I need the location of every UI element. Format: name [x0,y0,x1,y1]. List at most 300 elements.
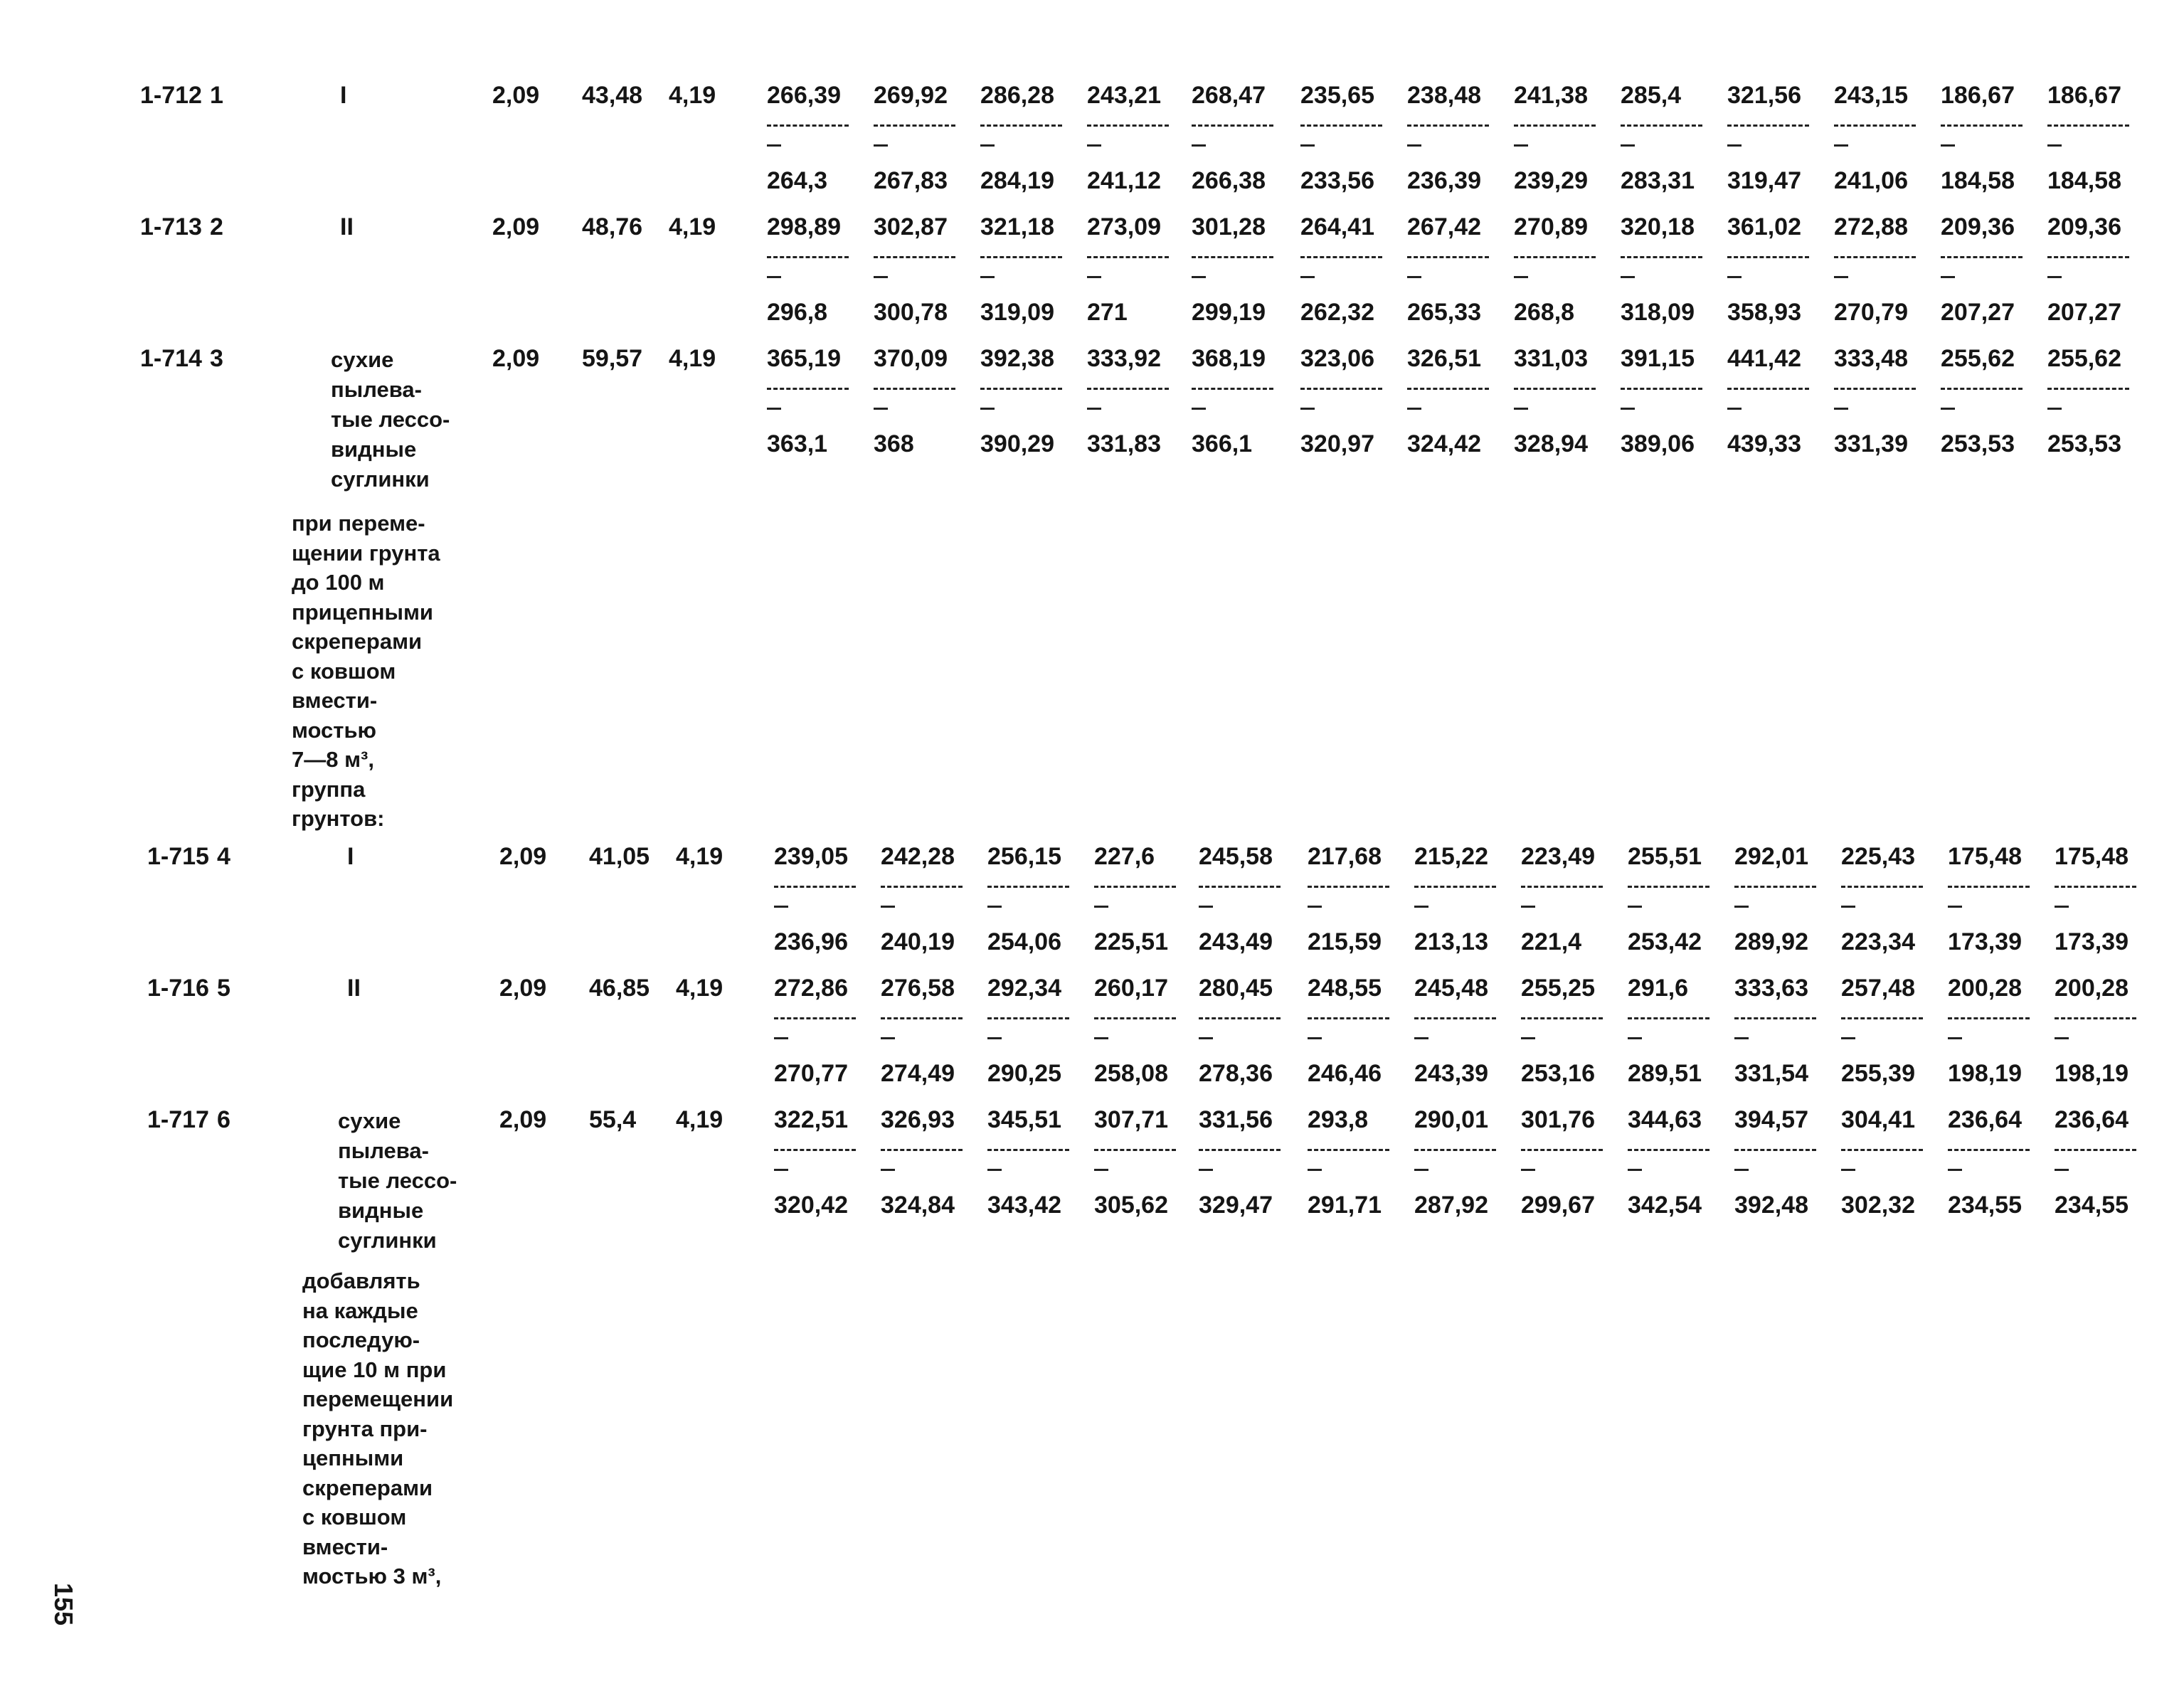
coef-3: 4,19 [676,1106,723,1133]
value-top: 333,63 [1734,975,1808,1002]
fraction-dash [1941,276,1955,278]
fraction-dash [1621,144,1635,147]
fraction-cell [1834,213,1919,334]
coef-2: 41,05 [589,843,650,870]
value-bottom: 225,51 [1094,928,1168,955]
section-note: добавлять на каждые последую- щие 10 м при перемещении грунта при- цепными скреперами с ковшом вмести- мостью 3 м³, [302,1268,454,1589]
value-bottom: 319,47 [1727,167,1801,194]
fraction-cell [2055,843,2140,964]
fraction-line [1199,1017,1281,1019]
fraction-line [881,886,963,888]
soil-group: сухие пылева- тые лессо- видные суглинки [331,347,450,492]
fraction-line [1841,886,1923,888]
fraction-cell [1941,345,2026,466]
value-top: 225,43 [1841,843,1915,870]
value-top: 307,71 [1094,1106,1168,1133]
fraction-cell [1621,213,1706,334]
value-top: 256,15 [987,843,1061,870]
coef-1: 2,09 [499,975,547,1002]
value-top: 255,25 [1521,975,1595,1002]
value-bottom: 184,58 [2047,167,2121,194]
fraction-line [1192,124,1273,127]
value-top: 298,89 [767,213,841,240]
fraction-cell [980,213,1066,334]
fraction-line [1734,1149,1816,1151]
fraction-cell [774,1106,859,1227]
value-top: 323,06 [1300,345,1374,372]
value-bottom: 320,42 [774,1192,848,1219]
fraction-line [2047,124,2129,127]
fraction-line [987,1149,1069,1151]
fraction-line [1407,256,1489,258]
fraction-line [1834,388,1916,390]
soil-group: I [340,82,347,109]
fraction-dash [1514,144,1528,147]
fraction-line [1414,886,1496,888]
value-bottom: 184,58 [1941,167,2015,194]
soil-group: сухие пылева- тые лессо- видные суглинки [338,1108,457,1253]
value-bottom: 253,53 [1941,430,2015,457]
value-bottom: 287,92 [1414,1192,1488,1219]
value-bottom: 240,19 [881,928,955,955]
fraction-line [2047,388,2129,390]
fraction-dash [881,1037,895,1039]
fraction-cell [874,82,959,203]
fraction-dash [980,144,995,147]
fraction-line [1834,256,1916,258]
value-top: 241,38 [1514,82,1588,109]
value-top: 255,62 [1941,345,2015,372]
fraction-line [2055,1017,2136,1019]
fraction-dash [987,1037,1002,1039]
fraction-cell [987,975,1073,1096]
value-top: 266,39 [767,82,841,109]
value-bottom: 246,46 [1308,1060,1382,1087]
fraction-dash [1841,906,1855,908]
value-bottom: 283,31 [1621,167,1695,194]
value-top: 186,67 [2047,82,2121,109]
value-bottom: 439,33 [1727,430,1801,457]
fraction-line [2055,1149,2136,1151]
coef-1: 2,09 [492,82,540,109]
fraction-cell [2047,213,2133,334]
value-bottom: 207,27 [2047,299,2121,326]
fraction-line [2047,256,2129,258]
coef-1: 2,09 [499,843,547,870]
fraction-dash [1834,408,1848,410]
value-top: 209,36 [1941,213,2015,240]
fraction-dash [774,1169,788,1171]
fraction-line [767,124,849,127]
coef-2: 59,57 [582,345,643,372]
fraction-cell [1414,843,1500,964]
value-top: 243,21 [1087,82,1161,109]
fraction-cell [1414,975,1500,1096]
fraction-line [1308,1017,1389,1019]
fraction-dash [1521,906,1535,908]
fraction-cell [1521,975,1606,1096]
fraction-cell [1087,345,1172,466]
fraction-dash [1621,276,1635,278]
value-top: 304,41 [1841,1106,1915,1133]
value-bottom: 253,42 [1628,928,1702,955]
fraction-line [774,886,856,888]
fraction-cell [774,843,859,964]
value-bottom: 234,55 [1948,1192,2022,1219]
coef-2: 46,85 [589,975,650,1002]
value-top: 333,48 [1834,345,1908,372]
fraction-cell [1628,975,1713,1096]
row-code: 1-714 [140,345,202,372]
value-bottom: 302,32 [1841,1192,1915,1219]
fraction-line [1094,1017,1176,1019]
fraction-line [1094,1149,1176,1151]
value-top: 293,8 [1308,1106,1369,1133]
fraction-cell [1841,1106,1926,1227]
fraction-dash [1734,1037,1749,1039]
value-bottom: 221,4 [1521,928,1582,955]
fraction-cell [1521,843,1606,964]
value-top: 269,92 [874,82,948,109]
fraction-cell [874,213,959,334]
value-top: 200,28 [1948,975,2022,1002]
value-top: 217,68 [1308,843,1382,870]
fraction-dash [1199,1169,1213,1171]
fraction-line [1192,388,1273,390]
row-number: 1 [210,82,223,109]
value-bottom: 213,13 [1414,928,1488,955]
coef-3: 4,19 [669,345,716,372]
fraction-cell [881,975,966,1096]
fraction-line [1727,388,1809,390]
value-top: 333,92 [1087,345,1161,372]
fraction-dash [1308,1037,1322,1039]
value-bottom: 366,1 [1192,430,1253,457]
coef-3: 4,19 [676,843,723,870]
fraction-cell [767,82,852,203]
fraction-dash [1192,276,1206,278]
fraction-cell [1948,1106,2033,1227]
value-top: 267,42 [1407,213,1481,240]
value-bottom: 253,16 [1521,1060,1595,1087]
fraction-line [1521,1149,1603,1151]
fraction-cell [1734,975,1820,1096]
fraction-dash [1628,1037,1642,1039]
fraction-dash [1300,276,1315,278]
fraction-line [980,124,1062,127]
fraction-line [1841,1017,1923,1019]
fraction-cell [1628,843,1713,964]
value-bottom: 296,8 [767,299,828,326]
fraction-line [874,256,955,258]
value-top: 345,51 [987,1106,1061,1133]
value-top: 273,09 [1087,213,1161,240]
value-bottom: 253,53 [2047,430,2121,457]
value-bottom: 289,92 [1734,928,1808,955]
fraction-line [1300,124,1382,127]
coef-1: 2,09 [492,345,540,372]
fraction-dash [2055,1037,2069,1039]
fraction-dash [1087,408,1101,410]
row-code: 1-713 [140,213,202,240]
row-number: 2 [210,213,223,240]
fraction-line [767,388,849,390]
fraction-cell [1727,82,1813,203]
value-top: 301,76 [1521,1106,1595,1133]
fraction-line [1414,1017,1496,1019]
fraction-line [987,886,1069,888]
value-top: 392,38 [980,345,1054,372]
fraction-line [1407,124,1489,127]
value-bottom: 324,84 [881,1192,955,1219]
fraction-cell [1734,1106,1820,1227]
fraction-dash [1199,1037,1213,1039]
value-top: 236,64 [1948,1106,2022,1133]
value-top: 248,55 [1308,975,1382,1002]
fraction-line [1621,388,1702,390]
fraction-cell [1199,975,1284,1096]
row-number: 4 [217,843,230,870]
fraction-cell [1514,82,1599,203]
fraction-line [1834,124,1916,127]
value-top: 209,36 [2047,213,2121,240]
fraction-cell [1628,1106,1713,1227]
value-top: 243,15 [1834,82,1908,109]
coef-3: 4,19 [676,975,723,1002]
fraction-cell [1407,345,1493,466]
fraction-cell [767,345,852,466]
value-top: 344,63 [1628,1106,1702,1133]
fraction-line [767,256,849,258]
fraction-line [1734,1017,1816,1019]
fraction-line [1621,124,1702,127]
fraction-dash [1199,906,1213,908]
fraction-cell [2055,975,2140,1096]
fraction-line [1621,256,1702,258]
fraction-cell [2047,345,2133,466]
fraction-dash [874,408,888,410]
fraction-cell [1308,1106,1393,1227]
fraction-cell [774,975,859,1096]
fraction-dash [1841,1169,1855,1171]
value-bottom: 319,09 [980,299,1054,326]
value-bottom: 243,49 [1199,928,1273,955]
value-top: 331,03 [1514,345,1588,372]
fraction-line [1941,256,2023,258]
fraction-cell [1192,82,1277,203]
value-bottom: 342,54 [1628,1192,1702,1219]
fraction-line [1734,886,1816,888]
value-bottom: 299,19 [1192,299,1266,326]
fraction-cell [1841,843,1926,964]
value-top: 268,47 [1192,82,1266,109]
value-top: 292,34 [987,975,1061,1002]
fraction-line [1727,124,1809,127]
value-top: 285,4 [1621,82,1682,109]
fraction-cell [987,843,1073,964]
value-bottom: 343,42 [987,1192,1061,1219]
value-top: 302,87 [874,213,948,240]
value-bottom: 173,39 [1948,928,2022,955]
value-top: 272,86 [774,975,848,1002]
value-bottom: 264,3 [767,167,828,194]
fraction-dash [2047,408,2062,410]
page-number: 155 [49,1583,78,1626]
value-top: 441,42 [1727,345,1801,372]
value-top: 264,41 [1300,213,1374,240]
fraction-cell [1300,82,1386,203]
fraction-dash [987,906,1002,908]
fraction-cell [1514,345,1599,466]
fraction-dash [1300,144,1315,147]
fraction-dash [1628,906,1642,908]
coef-2: 48,76 [582,213,643,240]
value-top: 215,22 [1414,843,1488,870]
fraction-dash [1094,1037,1108,1039]
value-top: 245,58 [1199,843,1273,870]
fraction-dash [1727,276,1742,278]
fraction-line [1948,886,2030,888]
value-top: 276,58 [881,975,955,1002]
fraction-dash [1192,408,1206,410]
fraction-dash [1521,1169,1535,1171]
coef-1: 2,09 [499,1106,547,1133]
value-top: 331,56 [1199,1106,1273,1133]
fraction-cell [1407,82,1493,203]
fraction-dash [1192,144,1206,147]
fraction-dash [1727,144,1742,147]
fraction-dash [1094,1169,1108,1171]
fraction-dash [980,408,995,410]
fraction-cell [1087,82,1172,203]
value-top: 301,28 [1192,213,1266,240]
fraction-dash [874,276,888,278]
value-top: 361,02 [1727,213,1801,240]
value-bottom: 290,25 [987,1060,1061,1087]
fraction-cell [1094,1106,1180,1227]
value-bottom: 223,34 [1841,928,1915,955]
fraction-dash [2047,276,2062,278]
value-bottom: 215,59 [1308,928,1382,955]
value-top: 238,48 [1407,82,1481,109]
value-bottom: 300,78 [874,299,948,326]
fraction-line [1514,256,1596,258]
fraction-dash [1941,408,1955,410]
fraction-dash [980,276,995,278]
fraction-cell [874,345,959,466]
fraction-line [1192,256,1273,258]
value-bottom: 331,39 [1834,430,1908,457]
fraction-cell [2055,1106,2140,1227]
value-bottom: 289,51 [1628,1060,1702,1087]
value-bottom: 198,19 [2055,1060,2129,1087]
fraction-cell [1621,345,1706,466]
fraction-dash [1941,144,1955,147]
value-bottom: 324,42 [1407,430,1481,457]
fraction-cell [980,82,1066,203]
row-code: 1-712 [140,82,202,109]
fraction-line [1841,1149,1923,1151]
fraction-cell [1087,213,1172,334]
coef-2: 55,4 [589,1106,637,1133]
fraction-dash [1414,1169,1428,1171]
value-bottom: 198,19 [1948,1060,2022,1087]
fraction-cell [1834,82,1919,203]
fraction-line [1199,886,1281,888]
fraction-cell [1941,82,2026,203]
fraction-dash [1521,1037,1535,1039]
value-bottom: 320,97 [1300,430,1374,457]
coef-2: 43,48 [582,82,643,109]
value-top: 227,6 [1094,843,1155,870]
fraction-cell [1414,1106,1500,1227]
value-bottom: 392,48 [1734,1192,1808,1219]
fraction-cell [1621,82,1706,203]
coef-3: 4,19 [669,82,716,109]
fraction-cell [987,1106,1073,1227]
fraction-cell [1727,345,1813,466]
fraction-line [1727,256,1809,258]
row-code: 1-715 [147,843,209,870]
fraction-line [1941,388,2023,390]
fraction-dash [1414,906,1428,908]
fraction-dash [1948,906,1962,908]
fraction-cell [1094,975,1180,1096]
fraction-cell [881,1106,966,1227]
value-top: 257,48 [1841,975,1915,1002]
fraction-dash [1734,1169,1749,1171]
value-bottom: 243,39 [1414,1060,1488,1087]
fraction-cell [1727,213,1813,334]
value-top: 292,01 [1734,843,1808,870]
value-bottom: 241,06 [1834,167,1908,194]
fraction-line [980,256,1062,258]
fraction-cell [767,213,852,334]
value-bottom: 274,49 [881,1060,955,1087]
value-bottom: 270,79 [1834,299,1908,326]
fraction-cell [1841,975,1926,1096]
fraction-dash [2055,1169,2069,1171]
value-bottom: 278,36 [1199,1060,1273,1087]
fraction-line [774,1017,856,1019]
value-top: 175,48 [1948,843,2022,870]
fraction-line [1628,1149,1709,1151]
fraction-dash [1407,144,1421,147]
fraction-dash [874,144,888,147]
fraction-line [1308,886,1389,888]
value-bottom: 331,54 [1734,1060,1808,1087]
fraction-dash [1087,144,1101,147]
value-top: 322,51 [774,1106,848,1133]
fraction-cell [1308,975,1393,1096]
value-top: 370,09 [874,345,948,372]
value-top: 286,28 [980,82,1054,109]
value-bottom: 358,93 [1727,299,1801,326]
fraction-cell [1300,213,1386,334]
fraction-dash [987,1169,1002,1171]
soil-group: II [340,213,354,240]
fraction-line [1514,388,1596,390]
value-bottom: 328,94 [1514,430,1588,457]
fraction-cell [1199,1106,1284,1227]
fraction-cell [1199,843,1284,964]
value-bottom: 390,29 [980,430,1054,457]
value-top: 186,67 [1941,82,2015,109]
value-top: 270,89 [1514,213,1588,240]
fraction-dash [767,408,781,410]
value-bottom: 270,77 [774,1060,848,1087]
fraction-dash [881,906,895,908]
